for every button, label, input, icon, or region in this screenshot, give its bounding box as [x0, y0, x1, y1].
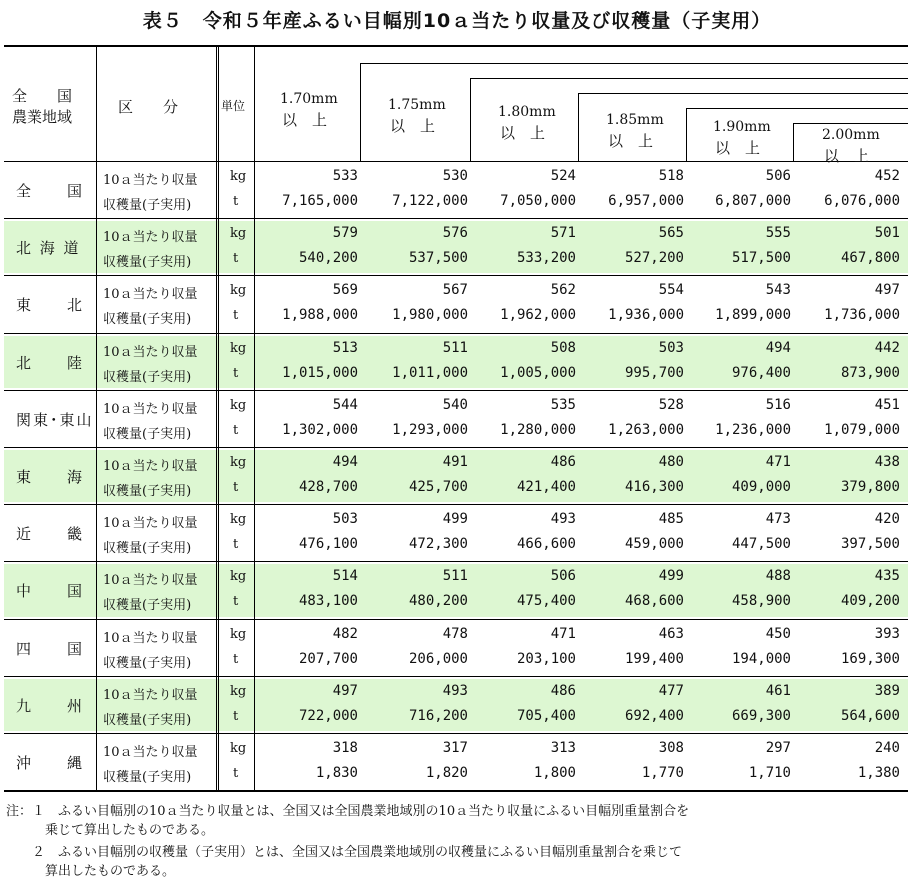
region-label: 九 州	[16, 696, 85, 715]
rule-line	[4, 561, 908, 562]
yield-value: 451	[874, 396, 900, 413]
row-label-harvest: 収穫量(子実用)	[103, 770, 192, 785]
header-sieve: 以 上	[824, 147, 870, 165]
harvest-value: 6,076,000	[824, 193, 900, 209]
region-label: 東 北	[16, 296, 85, 315]
harvest-value: 1,988,000	[282, 307, 358, 324]
yield-value: 308	[658, 740, 684, 756]
region-label: 四 国	[16, 639, 85, 658]
harvest-value: 1,736,000	[824, 307, 900, 324]
harvest-value: 1,380	[857, 765, 900, 781]
harvest-value: 416,300	[624, 479, 684, 495]
yield-value: 389	[874, 682, 900, 699]
unit-t: t	[233, 766, 239, 781]
harvest-value: 7,050,000	[500, 193, 576, 209]
harvest-value: 7,122,000	[392, 193, 468, 209]
yield-value: 471	[550, 625, 576, 642]
region-label: 関東･東山	[16, 410, 94, 429]
yield-value: 482	[332, 625, 358, 642]
rule-line	[470, 78, 908, 79]
harvest-value: 6,957,000	[608, 193, 684, 209]
header-sieve: 1.75mm	[388, 97, 446, 113]
region-label: 全 国	[16, 182, 85, 200]
row-label-yield: 10ａ当たり収量	[103, 173, 198, 188]
header-region: 農業地域	[12, 108, 73, 126]
yield-value: 478	[442, 625, 468, 642]
harvest-value: 428,700	[298, 479, 358, 495]
unit-t: t	[233, 422, 239, 438]
harvest-value: 1,005,000	[500, 364, 576, 381]
region-label: 東 海	[16, 468, 85, 486]
yield-value: 540	[442, 396, 468, 413]
row-label-harvest: 収穫量(子実用)	[103, 255, 192, 271]
yield-value: 506	[765, 168, 791, 184]
yield-value: 503	[658, 339, 684, 356]
harvest-value: 537,500	[408, 250, 468, 267]
row-label-yield: 10ａ当たり収量	[103, 516, 198, 532]
rule-line	[578, 93, 908, 94]
yield-value: 452	[874, 168, 900, 184]
harvest-value: 199,400	[624, 650, 684, 667]
unit-t: t	[233, 594, 239, 610]
row-label-yield: 10ａ当たり収量	[103, 573, 198, 589]
yield-value: 528	[658, 396, 684, 413]
table-title: 表５ 令和５年産ふるい目幅別10ａ当たり収量及び収穫量（子実用）	[142, 10, 772, 32]
yield-value: 497	[332, 682, 358, 699]
rule-line	[360, 63, 361, 161]
yield-value: 576	[442, 225, 468, 242]
harvest-value: 409,200	[840, 593, 900, 610]
unit-kg: kg	[230, 169, 247, 184]
yield-value: 530	[442, 168, 468, 184]
yield-value: 511	[442, 339, 468, 356]
harvest-value: 873,900	[840, 364, 900, 381]
yield-value: 488	[765, 568, 791, 585]
yield-value: 514	[332, 568, 358, 585]
yield-value: 555	[765, 225, 791, 242]
rule-line	[4, 275, 908, 276]
yield-value: 494	[332, 454, 358, 470]
harvest-value: 669,300	[731, 707, 791, 724]
yield-value: 501	[874, 225, 900, 242]
yield-value: 485	[658, 511, 684, 528]
row-label-harvest: 収穫量(子実用)	[103, 426, 192, 442]
rule-line	[578, 93, 579, 161]
row-label-yield: 10ａ当たり収量	[103, 344, 198, 360]
harvest-value: 476,100	[298, 536, 358, 553]
header-sieve: 以 上	[608, 132, 654, 150]
harvest-value: 206,000	[408, 650, 468, 667]
harvest-value: 466,600	[516, 536, 576, 553]
harvest-value: 716,200	[408, 707, 468, 724]
unit-t: t	[233, 708, 239, 724]
harvest-value: 459,000	[624, 536, 684, 553]
harvest-value: 540,200	[298, 250, 358, 267]
row-label-harvest: 収穫量(子実用)	[103, 655, 192, 671]
harvest-value: 564,600	[840, 707, 900, 724]
yield-value: 435	[874, 568, 900, 585]
yield-value: 480	[658, 454, 684, 470]
harvest-value: 207,700	[298, 650, 358, 667]
yield-value: 463	[658, 625, 684, 642]
yield-value: 499	[658, 568, 684, 585]
yield-value: 543	[765, 282, 791, 299]
harvest-value: 1,011,000	[392, 364, 468, 381]
harvest-value: 475,400	[516, 593, 576, 610]
row-label-harvest: 収穫量(子実用)	[103, 712, 192, 728]
yield-value: 240	[874, 740, 900, 756]
unit-t: t	[233, 308, 239, 324]
footnote: 算出したものである。	[6, 864, 176, 879]
yield-value: 579	[332, 225, 358, 242]
harvest-value: 203,100	[516, 650, 576, 667]
harvest-value: 409,000	[731, 479, 791, 495]
yield-value: 493	[550, 511, 576, 528]
rule-line	[4, 333, 908, 334]
rule-line	[4, 218, 908, 219]
unit-t: t	[233, 651, 239, 667]
header-sieve: 1.90mm	[713, 119, 771, 135]
yield-value: 554	[658, 282, 684, 299]
harvest-value: 397,500	[840, 536, 900, 553]
yield-value: 494	[765, 339, 791, 356]
unit-t: t	[233, 365, 239, 381]
unit-t: t	[233, 251, 239, 267]
yield-value: 450	[765, 625, 791, 642]
header-sieve: 1.70mm	[280, 91, 338, 107]
footnote: 注：１ ふるい目幅別の10ａ当たり収量とは、全国又は全国農業地域別の10ａ当たり収量にふるい目幅別重量割合を	[6, 804, 690, 819]
rule-line	[470, 78, 471, 161]
harvest-value: 1,710	[748, 765, 791, 781]
unit-kg: kg	[230, 283, 247, 299]
yield-value: 477	[658, 682, 684, 699]
yield-value: 473	[765, 511, 791, 528]
row-label-harvest: 収穫量(子実用)	[103, 598, 192, 614]
harvest-value: 1,079,000	[824, 421, 900, 438]
header-sieve: 以 上	[715, 139, 761, 157]
harvest-value: 1,980,000	[392, 307, 468, 324]
row-label-harvest: 収穫量(子実用)	[103, 484, 192, 499]
unit-kg: kg	[230, 683, 247, 699]
row-label-yield: 10ａ当たり収量	[103, 459, 198, 474]
row-label-yield: 10ａ当たり収量	[103, 745, 198, 760]
yield-value: 497	[874, 282, 900, 299]
rule-line	[218, 45, 219, 790]
row-label-yield: 10ａ当たり収量	[103, 687, 198, 703]
harvest-value: 527,200	[624, 250, 684, 267]
harvest-value: 425,700	[408, 479, 468, 495]
unit-t: t	[233, 194, 239, 209]
rule-line	[216, 45, 217, 790]
footnote: ２ ふるい目幅別の収穫量（子実用）とは、全国又は全国農業地域別の収穫量にふるい目幅別重量割合を乗じて	[6, 845, 683, 860]
yield-value: 313	[550, 740, 576, 756]
unit-kg: kg	[230, 455, 247, 470]
header-category: 区 分	[118, 98, 179, 116]
harvest-value: 692,400	[624, 707, 684, 724]
rule-line	[4, 45, 908, 47]
harvest-value: 1,263,000	[608, 421, 684, 438]
rule-line	[686, 108, 687, 161]
header-sieve: 以 上	[500, 124, 546, 142]
yield-value: 461	[765, 682, 791, 699]
row-label-yield: 10ａ当たり収量	[103, 230, 198, 246]
yield-value: 544	[332, 396, 358, 413]
row-label-harvest: 収穫量(子実用)	[103, 369, 192, 385]
header-sieve: 以 上	[282, 111, 328, 129]
header-sieve: 1.85mm	[606, 112, 664, 128]
harvest-value: 1,962,000	[500, 307, 576, 324]
yield-value: 571	[550, 225, 576, 242]
footnote: 乗じて算出したものである。	[6, 823, 215, 838]
yield-value: 393	[874, 625, 900, 642]
harvest-value: 995,700	[624, 364, 684, 381]
header-sieve: 1.80mm	[498, 104, 556, 120]
region-label: 中 国	[16, 582, 85, 601]
yield-value: 420	[874, 511, 900, 528]
harvest-value: 1,293,000	[392, 421, 468, 438]
row-label-harvest: 収穫量(子実用)	[103, 312, 192, 328]
yield-value: 569	[332, 282, 358, 299]
harvest-value: 1,830	[315, 765, 358, 781]
harvest-value: 1,015,000	[282, 364, 358, 381]
harvest-value: 1,820	[425, 765, 468, 781]
rule-line	[96, 45, 97, 790]
yield-value: 499	[442, 511, 468, 528]
rule-line	[4, 390, 908, 391]
unit-kg: kg	[230, 340, 247, 356]
harvest-value: 7,165,000	[282, 193, 358, 209]
header-region: 全 国	[12, 87, 73, 105]
harvest-value: 6,807,000	[715, 193, 791, 209]
harvest-value: 1,280,000	[500, 421, 576, 438]
yield-value: 493	[442, 682, 468, 699]
header-unit: 単位	[221, 99, 246, 113]
unit-t: t	[233, 537, 239, 553]
yield-value: 565	[658, 225, 684, 242]
header-sieve: 以 上	[390, 117, 436, 135]
harvest-value: 1,800	[533, 765, 576, 781]
harvest-value: 194,000	[731, 650, 791, 667]
harvest-value: 169,300	[840, 650, 900, 667]
harvest-value: 722,000	[298, 707, 358, 724]
harvest-value: 1,770	[641, 765, 684, 781]
region-label: 北 海 道	[16, 239, 81, 258]
rule-line	[4, 733, 908, 734]
harvest-value: 1,899,000	[715, 307, 791, 324]
rule-line	[686, 108, 908, 109]
rule-line	[254, 45, 255, 790]
yield-value: 471	[765, 454, 791, 470]
yield-value: 567	[442, 282, 468, 299]
unit-kg: kg	[230, 397, 247, 413]
yield-value: 297	[765, 740, 791, 756]
row-label-harvest: 収穫量(子実用)	[103, 541, 192, 557]
harvest-value: 468,600	[624, 593, 684, 610]
harvest-value: 517,500	[731, 250, 791, 267]
rule-line	[4, 676, 908, 677]
header-sieve: 2.00mm	[822, 127, 880, 143]
unit-kg: kg	[230, 512, 247, 528]
unit-kg: kg	[230, 569, 247, 585]
harvest-value: 472,300	[408, 536, 468, 553]
harvest-value: 705,400	[516, 707, 576, 724]
row-label-harvest: 収穫量(子実用)	[103, 198, 192, 213]
yield-value: 486	[550, 682, 576, 699]
unit-kg: kg	[230, 626, 247, 642]
region-label: 北 陸	[16, 353, 85, 372]
unit-t: t	[233, 480, 239, 495]
yield-value: 535	[550, 396, 576, 413]
rule-line	[4, 161, 908, 162]
rule-line	[4, 447, 908, 448]
yield-value: 518	[658, 168, 684, 184]
rule-line	[4, 790, 908, 792]
region-label: 近 畿	[16, 525, 85, 544]
yield-value: 511	[442, 568, 468, 585]
harvest-value: 467,800	[840, 250, 900, 267]
harvest-value: 1,936,000	[608, 307, 684, 324]
yield-value: 318	[332, 740, 358, 756]
rule-line	[4, 504, 908, 505]
yield-value: 491	[442, 454, 468, 470]
harvest-value: 483,100	[298, 593, 358, 610]
yield-value: 516	[765, 396, 791, 413]
harvest-value: 458,900	[731, 593, 791, 610]
unit-kg: kg	[230, 226, 247, 242]
harvest-value: 1,236,000	[715, 421, 791, 438]
harvest-value: 976,400	[731, 364, 791, 381]
harvest-value: 533,200	[516, 250, 576, 267]
yield-value: 438	[874, 454, 900, 470]
yield-value: 533	[332, 168, 358, 184]
yield-value: 486	[550, 454, 576, 470]
yield-value: 442	[874, 339, 900, 356]
yield-value: 562	[550, 282, 576, 299]
rule-line	[360, 63, 908, 64]
unit-kg: kg	[230, 741, 247, 756]
yield-value: 317	[442, 740, 468, 756]
region-label: 沖 縄	[16, 754, 85, 772]
yield-value: 508	[550, 339, 576, 356]
harvest-value: 379,800	[840, 479, 900, 495]
harvest-value: 1,302,000	[282, 421, 358, 438]
row-label-yield: 10ａ当たり収量	[103, 287, 198, 303]
harvest-value: 480,200	[408, 593, 468, 610]
harvest-value: 447,500	[731, 536, 791, 553]
harvest-value: 421,400	[516, 479, 576, 495]
yield-value: 524	[550, 168, 576, 184]
yield-value: 513	[332, 339, 358, 356]
yield-value: 506	[550, 568, 576, 585]
rule-line	[4, 619, 908, 620]
row-label-yield: 10ａ当たり収量	[103, 401, 198, 417]
yield-value: 503	[332, 511, 358, 528]
row-label-yield: 10ａ当たり収量	[103, 630, 198, 646]
rule-line	[793, 123, 794, 161]
